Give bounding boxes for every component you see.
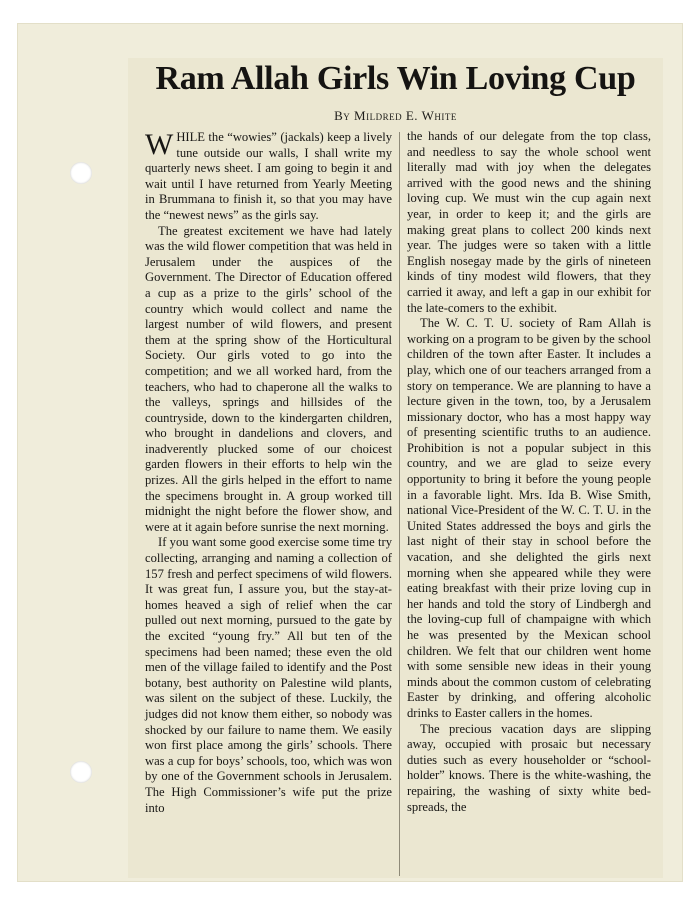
paragraph: The precious vacation days are slipping away, occupied with prosaic but necessary duties such as every householder or “school-holder” knows. There is the white-washing, the repairing, the washing of sixty white bed-spreads, the bbox=[407, 721, 651, 814]
paragraph: the hands of our delegate from the top class, and needless to say the whole school went literally mad with joy when the delegates arrived with the good news and the shining loving cup. We must win the cup again next year, in order to keep it; and the girls are making great plans to collect 200 kinds next year. The judges were so taken with a little English nosegay made by the girls of nineteen kinds of tiny modest wild flowers, that they carried it away, and left a gap in our exhibit for the late-comers to the exhibit. bbox=[407, 129, 651, 315]
paragraph: The greatest excitement we have had lately was the wild flower competition that was held in Jerusalem under the auspices of the Government. The Director of Education offered a cup as a prize to the girls’ school of the country which would collect and name the largest number of wild flowers, and present them at the spring show of the Horticultural Society. Our girls voted to go into the competition; and we all worked hard, from the teachers, who had to chaperone all the walks to the valleys, springs and hillsides of the countryside, down to the kindergarten children, who brought in dandelions and clovers, and inadverently plucked some of our choicest garden flowers in their efforts to help win the prizes. All the girls helped in the effort to name the specimens brought in. A group worked till midnight the night before the flower show, and were at it again before sunrise the next morning. bbox=[145, 223, 392, 534]
paper-sheet bbox=[18, 24, 682, 881]
right-column bbox=[407, 129, 651, 815]
paragraph: If you want some good exercise some time try collecting, arranging and naming a collection of 157 fresh and perfect specimens of wild flowers. It was great fun, I assure you, but the stay-at-homes heaved a sigh of relief when the car pulled out next morning, pursued to the gate by the excited “young fry.” All but ten of the specimens had been named; these even the old men of the village failed to identify and the Post botany, best authority on Palestine wild plants, was silent on the subject of these. Luckily, the judges did not know them either, so nobody was shocked by our failure to name them. We easily won first place among the girls’ schools. There was a cup for boys’ schools, too, which was won by one of the Government schools in Jerusalem. The High Commissioner’s wife put the prize into bbox=[145, 535, 392, 815]
punch-hole bbox=[70, 162, 92, 184]
paragraph bbox=[145, 130, 392, 224]
paragraph-text: HILE the “wowies” (jackals) keep a lively tune outside our walls, I shall write my quarterly news sheet. I am going to begin it and wait until I have returned from Yearly Meeting in Brummana to finish it, so that you may have the “newest news” as the girls say. bbox=[145, 130, 392, 222]
paragraph: The W. C. T. U. society of Ram Allah is working on a program to be given by the school children of the town after Easter. It includes a play, which one of our teachers arranged from a story on temperance. We are planning to have a lecture given in the town, too, by a Jerusalem missionary doctor, who has a most happy way of presenting scientific truths to an audience. Prohibition is not a popular subject in this country, and we are glad to seize every opportunity to bring it before the young people in a favorable light. Mrs. Ida B. Wise Smith, national Vice-President of the W. C. T. U. in the United States addressed the boys and girls the last night of their stay in school before the vacation, and she delighted the girls next morning when she appeared while they were eating breakfast with their prize loving cup in her hands and told the story of Lindbergh and the loving-cup full of champaigne with which he was presented by the Mexican school children. We felt that our children went home with some sensible new ideas in their young minds about the common custom of celebrating Easter by drinking, and offering alcoholic drinks to Easter callers in the homes. bbox=[407, 316, 651, 720]
column-divider bbox=[399, 132, 400, 876]
drop-cap: W bbox=[145, 128, 174, 161]
newspaper-clipping bbox=[128, 58, 663, 878]
left-column bbox=[145, 130, 392, 816]
article-title: Ram Allah Girls Win Loving Cup bbox=[155, 60, 636, 97]
punch-hole bbox=[70, 761, 92, 783]
article-byline: By Mildred E. White bbox=[334, 108, 457, 123]
